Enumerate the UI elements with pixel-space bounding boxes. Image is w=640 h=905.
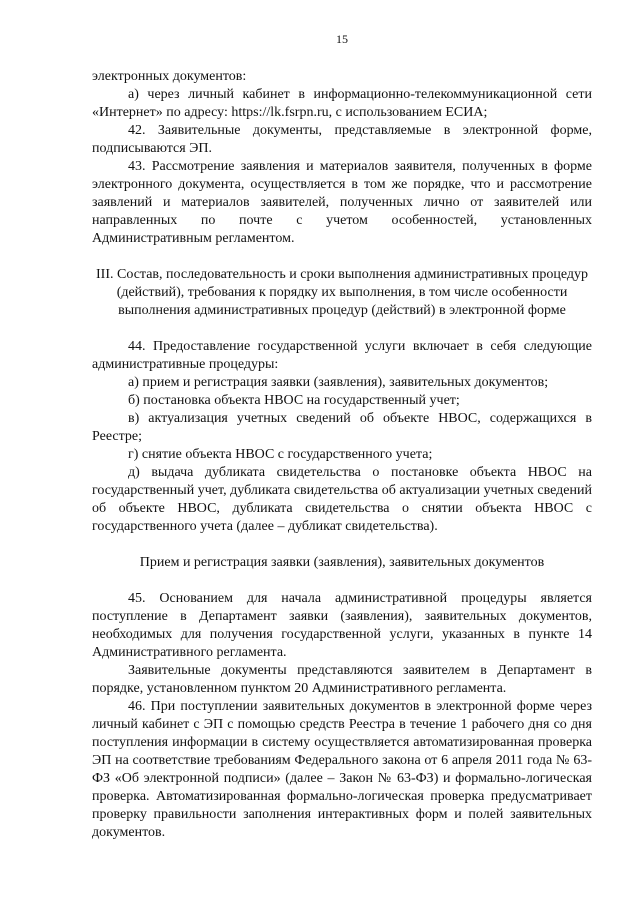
procedure-item-a: а) прием и регистрация заявки (заявления), заявительных документов; (128, 375, 549, 390)
procedure-item-g: г) снятие объекта НВОС с государственного учета; (128, 447, 433, 462)
clause-45-documents-submission: Заявительные документы представляются заявителем в Департамент в порядке, установленном пунктом 20 Административного регламента. (92, 663, 592, 696)
page-number: 15 (336, 32, 348, 46)
clause-44: 44. Предоставление государственной услуги включает в себя следующие административные процедуры: (92, 339, 592, 372)
subsection-heading-reception: Прием и регистрация заявки (заявления), заявительных документов (139, 555, 545, 570)
list-item-a-personal-cabinet: а) через личный кабинет в информационно-телекоммуникационной сети «Интернет» по адресу: https://lk.fsrpn.ru, с использованием ЕСИА; (92, 87, 592, 120)
clause-45: 45. Основанием для начала административной процедуры является поступление в Департамент заявки (заявления), заявительных документов, необходимых для получения государственной услуги, указанных в пункте 14 Административного регламента. (92, 591, 592, 660)
section-heading-iii: III. Состав, последовательность и сроки выполнения административных процедур (действий), требования к порядку их выполнения, в том числе особенности выполнения административных процедур (действий) в электронной форме (96, 267, 588, 318)
paragraph-continuation: электронных документов: (92, 69, 247, 84)
clause-46: 46. При поступлении заявительных документов в электронной форме через личный кабинет с ЭП с помощью средств Реестра в течение 1 рабочего дня со дня поступления информации в систему осуществляется автоматизированная проверка ЭП на соответствие требованиям Федерального закона от 6 апреля 2011 года № 63-ФЗ «Об электронной подписи» (далее – Закон № 63-ФЗ) и формально-логическая проверка. Автоматизированная формально-логическая проверка предусматривает проверку правильности заполнения интерактивных форм и полей заявительных документов. (92, 699, 592, 840)
procedure-item-v: в) актуализация учетных сведений об объекте НВОС, содержащихся в Реестре; (92, 411, 592, 444)
procedure-item-b: б) постановка объекта НВОС на государственный учет; (128, 393, 460, 408)
clause-43: 43. Рассмотрение заявления и материалов заявителя, полученных в форме электронного документа, осуществляется в том же порядке, что и рассмотрение заявлений и материалов заявителей, полученных лично от заявителей или направленных по почте с учетом особенностей, установленных Административным регламентом. (92, 159, 592, 246)
document-page (92, 30, 592, 842)
procedure-item-d: д) выдача дубликата свидетельства о постановке объекта НВОС на государственный учет, дубликата свидетельства об актуализации учетных сведений об объекте НВОС, дубликата свидетельства о снятии объекта НВОС с государственного учета (далее – дубликат свидетельства). (92, 465, 592, 534)
clause-42: 42. Заявительные документы, представляемые в электронной форме, подписываются ЭП. (92, 123, 592, 156)
